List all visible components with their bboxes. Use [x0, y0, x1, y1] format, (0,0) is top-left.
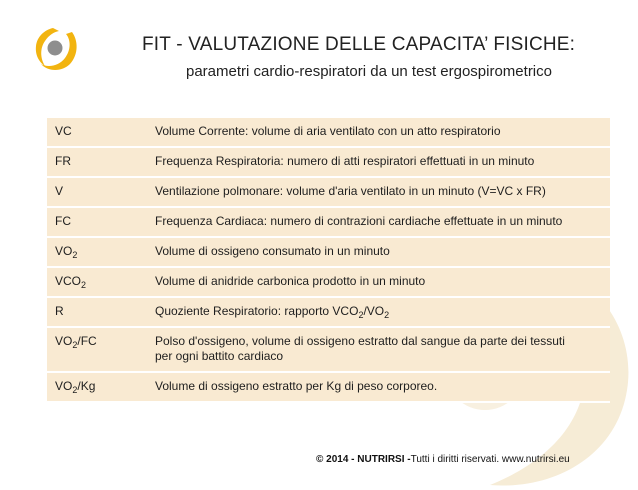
table-row [47, 207, 610, 237]
table-row [47, 297, 610, 327]
row-description: Volume Corrente: volume di aria ventilato con un atto respiratorio [149, 118, 610, 147]
row-description [149, 327, 610, 372]
row-abbreviation [47, 237, 149, 267]
abbr-tail: /Kg [77, 379, 96, 393]
row-abbreviation [47, 372, 149, 402]
copyright-text: Tutti i diritti riservati. www.nutrirsi.eu [410, 454, 570, 465]
table-row [47, 147, 610, 177]
row-description: Volume di anidride carbonica prodotto in un minuto [149, 267, 610, 297]
abbr-text: R [55, 304, 64, 318]
abbr-text: V [55, 184, 64, 198]
abbr-subscript: 2 [72, 250, 78, 260]
row-description: Ventilazione polmonare: volume d'aria ventilato in un minuto (V=VC x FR) [149, 177, 610, 207]
table-row [47, 177, 610, 207]
desc-subscript: 2 [384, 310, 390, 320]
copyright-owner: © 2014 - NUTRIRSI - [316, 454, 411, 465]
page-title: FIT - VALUTAZIONE DELLE CAPACITA’ FISICHE: [142, 34, 576, 55]
table-row [47, 267, 610, 297]
parameters-table [47, 118, 610, 403]
page-subtitle: parametri cardio-respiratori da un test ergospirometrico [186, 63, 552, 80]
row-description: Volume di ossigeno estratto per Kg di peso corporeo. [149, 372, 610, 402]
row-abbreviation [47, 147, 149, 177]
desc-text: Quoziente Respiratorio: rapporto VCO [155, 304, 359, 318]
desc-subscript: 2 [358, 310, 364, 320]
row-abbreviation [47, 297, 149, 327]
row-abbreviation [47, 118, 149, 147]
table-row [47, 327, 610, 372]
desc-text: /VO [363, 304, 385, 318]
abbr-text: VCO [55, 274, 82, 288]
abbr-subscript: 2 [81, 280, 87, 290]
row-abbreviation [47, 207, 149, 237]
row-abbreviation [47, 177, 149, 207]
abbr-text: VO [55, 334, 73, 348]
table-row [47, 118, 610, 147]
desc-text: Polso d'ossigeno, volume di ossigeno estratto dal sangue da parte dei tessuti [155, 334, 565, 348]
abbr-subscript: 2 [72, 340, 78, 350]
table-row [47, 237, 610, 267]
abbr-text: FC [55, 214, 71, 228]
desc-text-line2: per ogni battito cardiaco [155, 349, 284, 363]
abbr-subscript: 2 [72, 385, 78, 395]
row-description: Frequenza Respiratoria: numero di atti respiratori effettuati in un minuto [149, 147, 610, 177]
abbr-text: FR [55, 154, 71, 168]
abbr-text: VO [55, 379, 73, 393]
abbr-tail: /FC [77, 334, 97, 348]
row-abbreviation [47, 267, 149, 297]
row-abbreviation [47, 327, 149, 372]
row-description: Volume di ossigeno consumato in un minuto [149, 237, 610, 267]
row-description [149, 297, 610, 327]
nutrirsi-swirl-logo-icon [32, 22, 82, 74]
copyright-footer [316, 454, 570, 465]
abbr-text: VC [55, 124, 72, 138]
row-description: Frequenza Cardiaca: numero di contrazioni cardiache effettuate in un minuto [149, 207, 610, 237]
abbr-text: VO [55, 244, 73, 258]
table-row [47, 372, 610, 402]
